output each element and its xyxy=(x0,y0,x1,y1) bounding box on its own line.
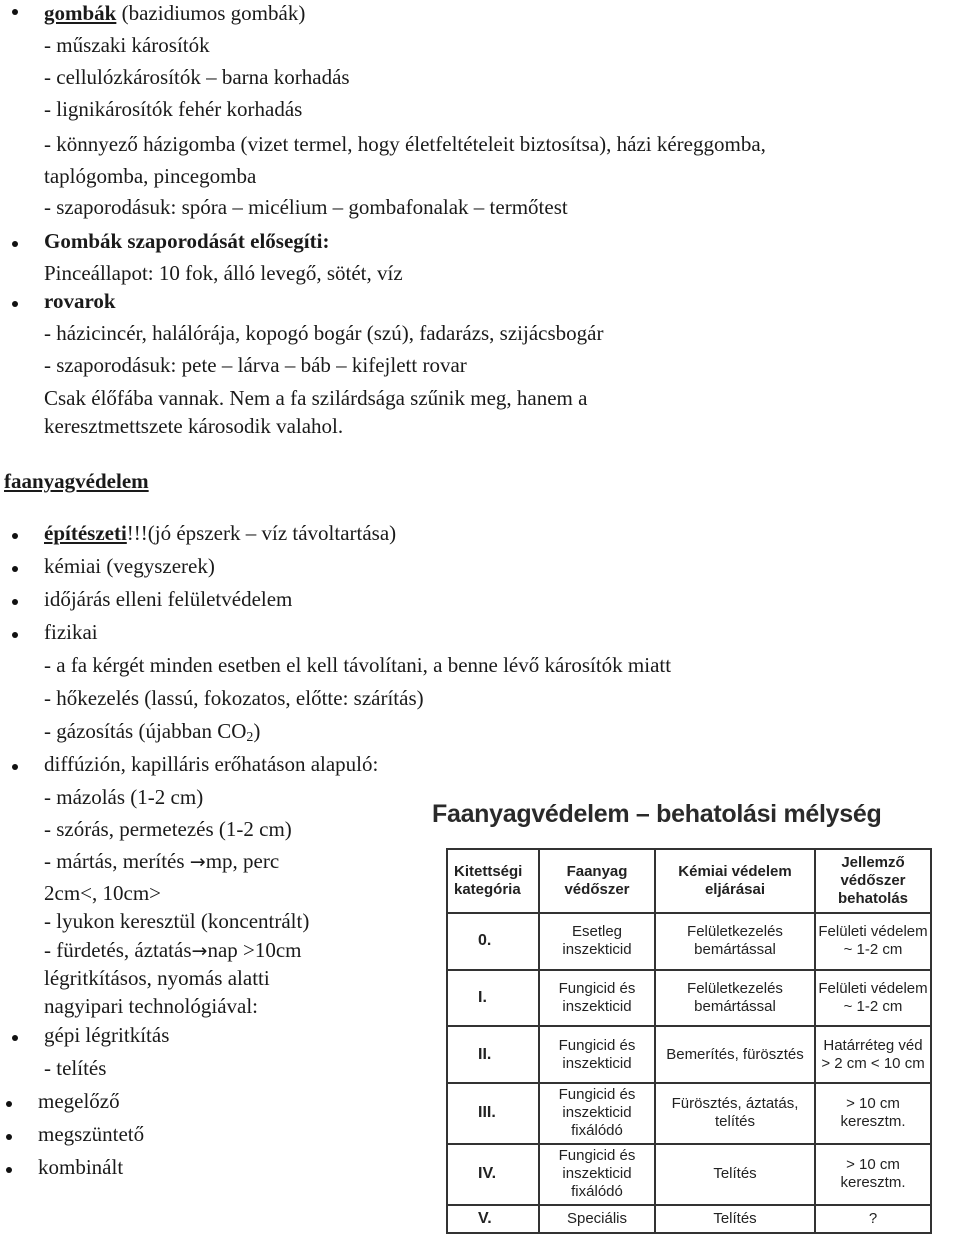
cell-kategoria: II. xyxy=(447,1026,539,1083)
cell-behatolas: Felületi védelem ~ 1-2 cm xyxy=(815,913,931,970)
cell-behatolas: Határréteg véd > 2 cm < 10 cm xyxy=(815,1026,931,1083)
fizikai-sub3-text: - gázosítás (újabban CO xyxy=(44,719,247,743)
diffuzion-sub3-end: mp, perc xyxy=(205,849,280,873)
diffuzion-sub6-text: - fürdetés, áztatás xyxy=(44,938,192,962)
diffuzion-sub6-end: nap >10cm xyxy=(207,938,302,962)
cell-eljaras: Felületkezelés bemártással xyxy=(655,913,815,970)
cell-behatolas: ? xyxy=(815,1205,931,1233)
table-header-row xyxy=(447,849,931,913)
diffuzion-sub1: - mázolás (1-2 cm) xyxy=(44,785,204,809)
cell-eljaras: Bemerítés, fürösztés xyxy=(655,1026,815,1083)
cell-vedoszer: Fungicid és inszekticid xyxy=(539,1026,655,1083)
bullet xyxy=(12,301,18,307)
cell-vedoszer: Fungicid és inszekticid fixálódó xyxy=(539,1144,655,1205)
list-item-epiteszeti xyxy=(44,520,396,546)
list-item-megszunteto: megszüntető xyxy=(38,1122,145,1146)
gombak-sub4: - könnyező házigomba (vizet termel, hogy életfeltételeit biztosítsa), házi kéreggomba, taplógomba, pincegomba xyxy=(44,132,766,188)
cell-kategoria: I. xyxy=(447,970,539,1027)
gombak-sub5: - szaporodásuk: spóra – micélium – gombafonalak – termőtest xyxy=(44,195,568,219)
diffuzion-sub5: - lyukon keresztül (koncentrált) xyxy=(44,909,310,933)
cell-eljaras: Fürösztés, áztatás, telítés xyxy=(655,1083,815,1144)
cell-kategoria: III. xyxy=(447,1083,539,1144)
bullet xyxy=(6,1101,12,1107)
table-row xyxy=(447,970,931,1027)
section-title: faanyagvédelem xyxy=(4,469,149,493)
elosegiti-heading: Gombák szaporodását elősegíti: xyxy=(44,229,330,253)
list-item-megelozo: megelőző xyxy=(38,1089,120,1113)
diffuzion-sub3-text: - mártás, merítés xyxy=(44,849,190,873)
cell-behatolas: > 10 cm keresztm. xyxy=(815,1083,931,1144)
epiteszeti-label: építészeti xyxy=(44,521,127,545)
fizikai-sub2: - hőkezelés (lassú, fokozatos, előtte: szárítás) xyxy=(44,686,424,710)
diffuzion-sub3 xyxy=(44,848,279,875)
cell-eljaras: Felületkezelés bemártással xyxy=(655,970,815,1027)
penetration-depth-table xyxy=(446,848,932,1234)
bullet xyxy=(12,599,18,605)
epiteszeti-rest: !!!(jó épszerk – víz távoltartása) xyxy=(126,521,397,545)
fizikai-sub1: - a fa kérgét minden esetben el kell távolítani, a benne lévő károsítók miatt xyxy=(44,653,672,677)
bullet xyxy=(12,9,18,15)
cell-vedoszer: Fungicid és inszekticid fixálódó xyxy=(539,1083,655,1144)
cell-vedoszer: Speciális xyxy=(539,1205,655,1233)
cell-vedoszer: Fungicid és inszekticid xyxy=(539,970,655,1027)
gombak-rest: (bazidiumos gombák) xyxy=(116,1,306,25)
arrow-right-icon: → xyxy=(189,851,206,873)
diffuzion-sub2: - szórás, permetezés (1-2 cm) xyxy=(44,817,292,841)
list-item-kombinalt: kombinált xyxy=(38,1155,124,1179)
header-eljarasai: Kémiai védelem eljárásai xyxy=(655,849,815,913)
subscript: 2 xyxy=(246,730,254,745)
pinceallapot: Pinceállapot: 10 fok, álló levegő, sötét, víz xyxy=(44,261,403,285)
cell-eljaras: Telítés xyxy=(655,1205,815,1233)
bullet xyxy=(12,533,18,539)
list-item-gepi: gépi légritkítás xyxy=(44,1023,170,1047)
cell-kategoria: 0. xyxy=(447,913,539,970)
rovarok-sub2: - szaporodásuk: pete – lárva – báb – kifejlett rovar xyxy=(44,353,467,377)
bullet xyxy=(12,764,18,770)
list-item-diffuzion: diffúzión, kapilláris erőhatáson alapuló: xyxy=(44,752,379,776)
header-vedoszer: Faanyag védőszer xyxy=(539,849,655,913)
bullet xyxy=(6,1134,12,1140)
fizikai-sub3 xyxy=(44,718,260,751)
gombak-sub1: - műszaki károsítók xyxy=(44,33,210,57)
cell-vedoszer: Esetleg inszekticid xyxy=(539,913,655,970)
table-image-title: Faanyagvédelem – behatolási mélység xyxy=(432,800,882,828)
table-row xyxy=(447,1144,931,1205)
header-kategoria: Kitettségi kategória xyxy=(447,849,539,913)
table-row xyxy=(447,1083,931,1144)
list-item-fizikai: fizikai xyxy=(44,620,98,644)
gombak-label: gombák xyxy=(44,1,117,25)
table-row xyxy=(447,913,931,970)
table-row xyxy=(447,1026,931,1083)
bullet xyxy=(12,632,18,638)
diffuzion-sub6 xyxy=(44,937,302,964)
telites: - telítés xyxy=(44,1056,107,1080)
cell-behatolas: Felületi védelem ~ 1-2 cm xyxy=(815,970,931,1027)
bullet xyxy=(6,1167,12,1173)
bullet xyxy=(12,1035,18,1041)
nagyipari: nagyipari technológiával: xyxy=(44,994,259,1018)
list-item-gombak xyxy=(44,0,305,26)
cell-behatolas: > 10 cm keresztm. xyxy=(815,1144,931,1205)
table-row xyxy=(447,1205,931,1233)
fizikai-sub3-end: ) xyxy=(253,719,261,743)
gombak-sub2: - cellulózkárosítók – barna korhadás xyxy=(44,65,350,89)
cell-kategoria: IV. xyxy=(447,1144,539,1205)
csak-elofaba: Csak élőfába vannak. Nem a fa szilárdsága szűnik meg, hanem a keresztmettszete károsodik valahol. xyxy=(44,386,588,438)
rovarok-heading: rovarok xyxy=(44,289,116,313)
cell-eljaras: Telítés xyxy=(655,1144,815,1205)
gombak-sub3: - lignikárosítók fehér korhadás xyxy=(44,97,303,121)
list-item-kemiai: kémiai (vegyszerek) xyxy=(44,554,215,578)
bullet xyxy=(12,566,18,572)
legritkitasos: légritkításos, nyomás alatti xyxy=(44,966,270,990)
diffuzion-sub4: 2cm<, 10cm> xyxy=(44,881,161,905)
cell-kategoria: V. xyxy=(447,1205,539,1233)
header-behatolas: Jellemző védőszer behatolás xyxy=(815,849,931,913)
bullet xyxy=(12,241,18,247)
list-item-idojaras: időjárás elleni felületvédelem xyxy=(44,587,293,611)
arrow-right-icon: → xyxy=(191,940,208,962)
rovarok-sub1: - házicincér, halálórája, kopogó bogár (szú), fadarázs, szijácsbogár xyxy=(44,321,604,345)
